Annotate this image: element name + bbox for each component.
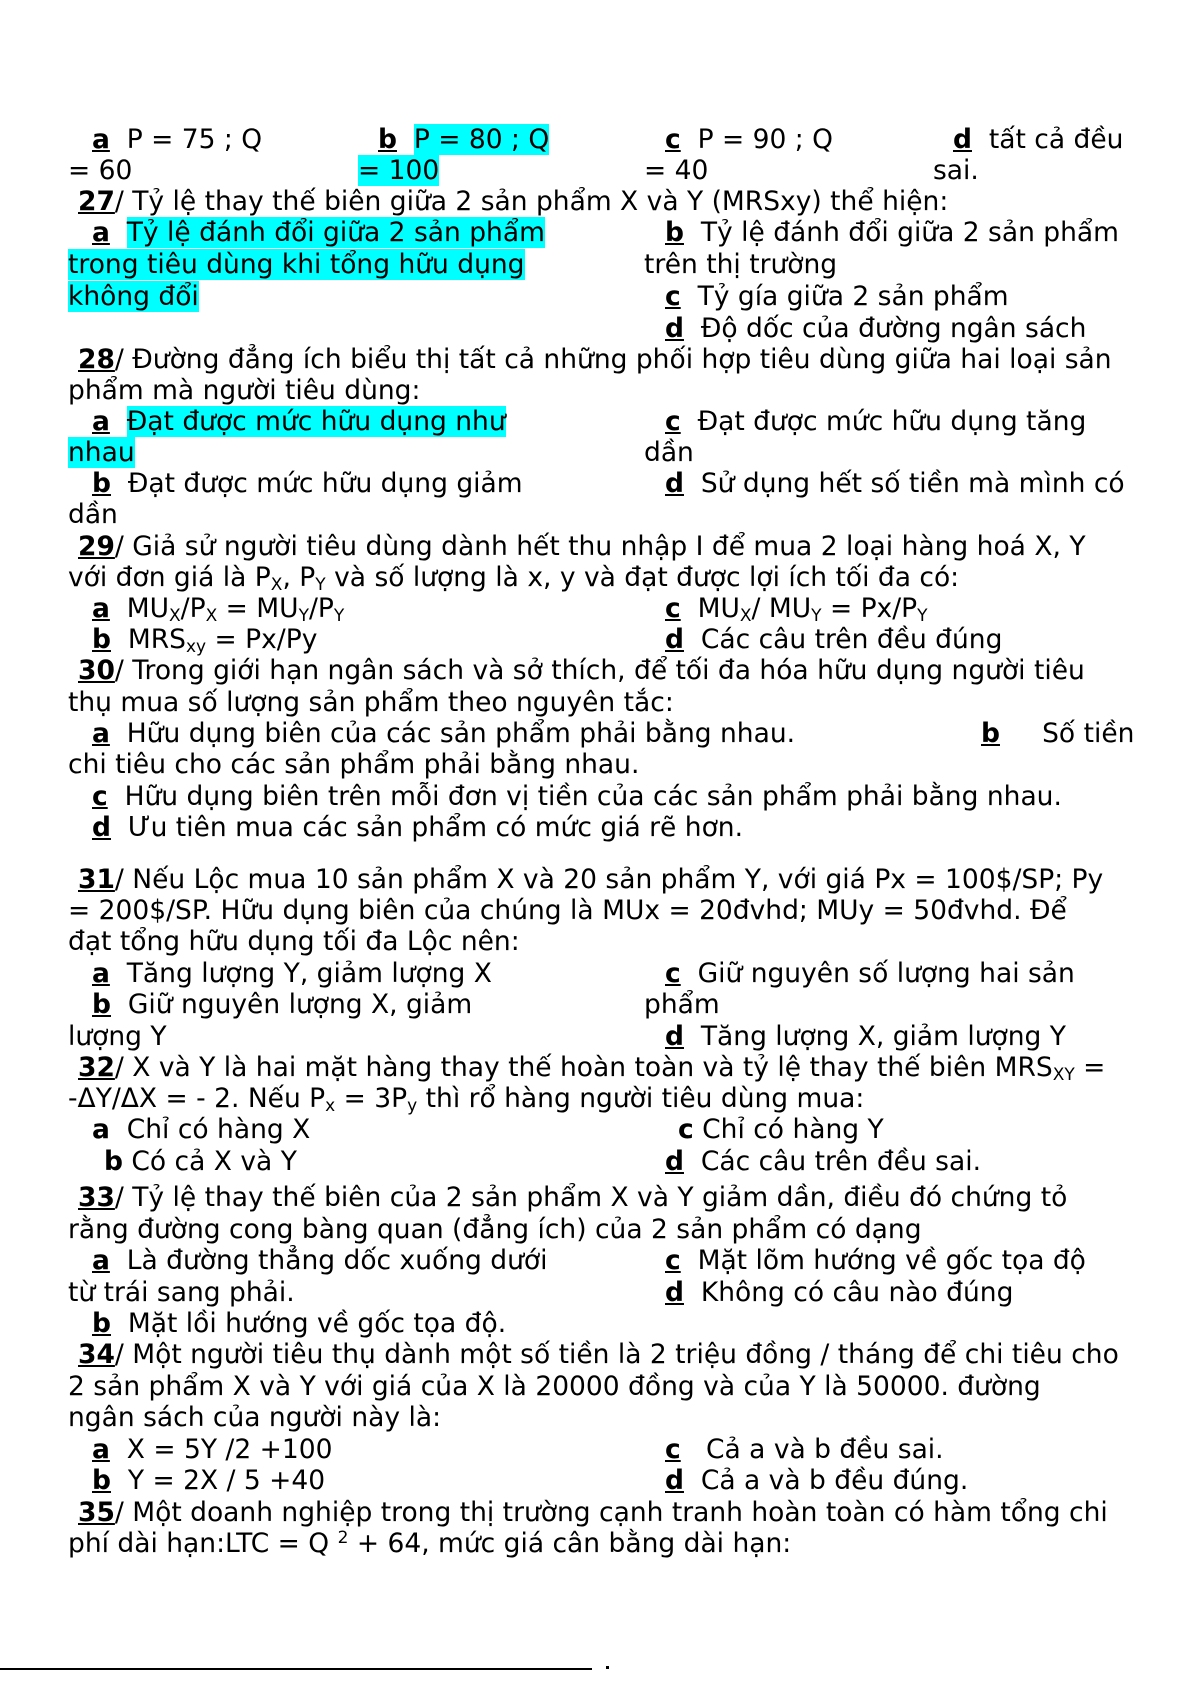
q34-option-c: c Cả a và b đều sai. — [665, 1434, 944, 1465]
option-key: a — [92, 406, 110, 437]
option-key: d — [665, 1277, 684, 1308]
q33-option-a-cont: từ trái sang phải. — [68, 1277, 295, 1308]
q28-option-a — [92, 406, 506, 438]
option-key: b — [92, 1465, 111, 1496]
option-key: d — [665, 1146, 684, 1177]
option-key: d — [953, 124, 972, 155]
q32-option-a: a Chỉ có hàng X — [92, 1114, 311, 1145]
option-key: a — [92, 718, 110, 749]
question-number: 34 — [78, 1339, 115, 1370]
question-29-stem: 29/ Giả sử người tiêu dùng dành hết thu nhập I để mua 2 loại hàng hoá X, Y — [78, 531, 1086, 562]
question-number: 30 — [78, 655, 115, 686]
question-31-stem: 31/ Nếu Lộc mua 10 sản phẩm X và 20 sản phẩm Y, với giá Px = 100$/SP; Py — [78, 864, 1104, 895]
question-28-stem-cont: phẩm mà người tiêu dùng: — [68, 375, 421, 406]
q26-option-b — [378, 124, 549, 156]
q31-option-c-cont: phẩm — [644, 989, 720, 1020]
q27-option-c: c Tỷ gía giữa 2 sản phẩm — [665, 281, 1009, 312]
question-35-stem: 35/ Một doanh nghiệp trong thị trường cạnh tranh hoàn toàn có hàm tổng chi — [78, 1497, 1108, 1528]
option-text: tất cả đều — [988, 124, 1124, 155]
q28-option-b-cont: dần — [68, 499, 118, 530]
q31-option-d: d Tăng lượng X, giảm lượng Y — [665, 1021, 1066, 1052]
q30-option-b: b Số tiền — [981, 718, 1135, 749]
option-text: P = 90 ; Q — [697, 124, 833, 155]
q29-option-b: b $MRS_{xy} = Px/Py$ — [92, 624, 318, 657]
option-text: P = 75 ; Q — [126, 124, 263, 155]
option-key: b — [665, 217, 684, 248]
option-key: c — [665, 958, 681, 989]
option-key: b — [92, 989, 111, 1020]
q28-option-a-cont: nhau — [68, 437, 135, 468]
option-key: c — [665, 1245, 681, 1276]
option-key: b — [92, 468, 111, 499]
q26-option-c-cont: = 40 — [644, 155, 709, 186]
option-key: b — [981, 718, 1000, 749]
q28-option-c-cont: dần — [644, 437, 694, 468]
option-key: c — [665, 406, 681, 437]
q27-option-a-cont: trong tiêu dùng khi tổng hữu dụng — [68, 249, 525, 280]
option-key: a — [92, 958, 110, 989]
q27-option-a-cont2: không đổi — [68, 281, 199, 312]
q31-option-c: c Giữ nguyên số lượng hai sản — [665, 958, 1075, 989]
option-key: a — [92, 1245, 110, 1276]
q32-option-b: b Có cả X và Y — [104, 1146, 297, 1177]
q30-option-d: d Ưu tiên mua các sản phẩm có mức giá rẽ hơn. — [92, 812, 744, 843]
question-28-stem: 28/ Đường đẳng ích biểu thị tất cả những phối hợp tiêu dùng giữa hai loại sản — [78, 344, 1112, 375]
option-text-highlighted: = 100 — [358, 155, 440, 186]
option-key: d — [92, 812, 111, 843]
q29-option-d: d Các câu trên đều đúng — [665, 624, 1003, 655]
q26-option-a — [92, 124, 262, 156]
option-key: c — [678, 1114, 694, 1145]
question-27-stem: 27/ Tỷ lệ thay thế biên giữa 2 sản phẩm X và Y (MRSxy) thể hiện: — [78, 186, 949, 217]
footer-rule — [0, 1668, 592, 1670]
option-key: b — [378, 124, 397, 155]
option-key: a — [92, 1114, 110, 1145]
q34-option-a: a X = 5Y /2 +100 — [92, 1434, 333, 1465]
question-29-stem-cont: với đơn giá là $P_X$, $P_Y$ và số lượng là x, y và đạt được lợi ích tối đa có: — [68, 562, 960, 595]
q32-option-c: c Chỉ có hàng Y — [678, 1114, 884, 1145]
question-number: 33 — [78, 1182, 115, 1213]
question-30-stem: 30/ Trong giới hạn ngân sách và sở thích, để tối đa hóa hữu dụng người tiêu — [78, 655, 1085, 686]
option-key: a — [92, 1434, 110, 1465]
q27-option-b: b Tỷ lệ đánh đổi giữa 2 sản phẩm — [665, 217, 1119, 248]
q29-option-a: a $MU_X/P_X = MU_Y/P_Y$ — [92, 593, 345, 626]
question-number: 32 — [78, 1052, 115, 1083]
option-key: d — [665, 1465, 684, 1496]
q34-option-b: b Y = 2X / 5 +40 — [92, 1465, 326, 1496]
q33-option-c: c Mặt lõm hướng về gốc tọa độ — [665, 1245, 1086, 1276]
question-31-stem-cont2: đạt tổng hữu dụng tối đa Lộc nên: — [68, 926, 520, 957]
option-key: d — [665, 468, 684, 499]
question-34-stem-cont2: ngân sách của người này là: — [68, 1402, 442, 1433]
option-key: a — [92, 217, 110, 248]
option-key: b — [92, 1308, 111, 1339]
q27-option-a — [92, 217, 545, 249]
question-number: 28 — [78, 344, 115, 375]
question-number: 31 — [78, 864, 115, 895]
option-key: c — [665, 124, 681, 155]
question-32-stem: 32/ X và Y là hai mặt hàng thay thế hoàn toàn và tỷ lệ thay thế biên $MRS_{XY}$ = — [78, 1052, 1106, 1085]
option-text-highlighted: Tỷ lệ đánh đổi giữa 2 sản phẩm — [126, 217, 545, 248]
q33-option-a: a Là đường thẳng dốc xuống dưới — [92, 1245, 548, 1276]
option-key: d — [665, 1021, 684, 1052]
option-key: d — [665, 624, 684, 655]
question-number: 35 — [78, 1497, 115, 1528]
option-key: c — [665, 1434, 681, 1465]
question-32-stem-cont: -ΔY/ΔX = - 2. Nếu $P_x = 3P_y$ thì rổ hàng người tiêu dùng mua: — [68, 1083, 865, 1116]
question-35-stem-cont: phí dài hạn:LTC = Q $^2$ + 64, mức giá cân bằng dài hạn: — [68, 1528, 792, 1559]
footer-mark — [606, 1666, 609, 1669]
option-key: a — [92, 124, 110, 155]
question-30-stem-cont: thụ mua số lượng sản phẩm theo nguyên tắc: — [68, 687, 674, 718]
q29-option-c: c $MU_X/$ $MU_Y = Px/P_Y$ — [665, 593, 928, 626]
q33-option-d: d Không có câu nào đúng — [665, 1277, 1014, 1308]
option-key: a — [92, 593, 110, 624]
q27-option-b-cont: trên thị trường — [644, 249, 838, 280]
q31-option-a: a Tăng lượng Y, giảm lượng X — [92, 958, 492, 989]
q26-option-d-cont: sai. — [933, 155, 979, 186]
question-34-stem-cont: 2 sản phẩm X và Y với giá của X là 20000 đồng và của Y là 50000. đường — [68, 1371, 1041, 1402]
question-number: 29 — [78, 531, 115, 562]
q34-option-d: d Cả a và b đều đúng. — [665, 1465, 969, 1496]
q27-option-d: d Độ dốc của đường ngân sách — [665, 313, 1087, 344]
q31-option-b-cont: lượng Y — [68, 1021, 167, 1052]
option-text-highlighted: Đạt được mức hữu dụng như — [126, 406, 506, 437]
question-34-stem: 34/ Một người tiêu thụ dành một số tiền là 2 triệu đồng / tháng để chi tiêu cho — [78, 1339, 1119, 1370]
option-key: b — [104, 1146, 123, 1177]
question-33-stem-cont: rằng đường cong bàng quan (đẳng ích) của 2 sản phẩm có dạng — [68, 1214, 922, 1245]
q28-option-b: b Đạt được mức hữu dụng giảm — [92, 468, 523, 499]
q30-option-b-cont: chi tiêu cho các sản phẩm phải bằng nhau. — [68, 749, 640, 780]
option-key: c — [665, 593, 681, 624]
q26-option-c — [665, 124, 833, 156]
question-number: 27 — [78, 186, 115, 217]
q26-option-b-cont — [358, 155, 439, 187]
q32-option-d: d Các câu trên đều sai. — [665, 1146, 982, 1177]
question-31-stem-cont: = 200$/SP. Hữu dụng biên của chúng là MUx = 20đvhd; MUy = 50đvhd. Để — [68, 895, 1067, 926]
option-key: d — [665, 313, 684, 344]
q30-option-c: c Hữu dụng biên trên mỗi đơn vị tiền của các sản phẩm phải bằng nhau. — [92, 781, 1062, 812]
q28-option-c: c Đạt được mức hữu dụng tăng — [665, 406, 1087, 437]
option-key: c — [665, 281, 681, 312]
question-33-stem: 33/ Tỷ lệ thay thế biên của 2 sản phẩm X và Y giảm dần, điều đó chứng tỏ — [78, 1182, 1068, 1213]
q28-option-d: d Sử dụng hết số tiền mà mình có — [665, 468, 1125, 499]
option-key: b — [92, 624, 111, 655]
option-text-highlighted: P = 80 ; Q — [413, 124, 550, 155]
q26-option-d — [953, 124, 1123, 156]
q33-option-b: b Mặt lồi hướng về gốc tọa độ. — [92, 1308, 507, 1339]
option-key: c — [92, 781, 108, 812]
q30-option-a: a Hữu dụng biên của các sản phẩm phải bằng nhau. — [92, 718, 796, 749]
q26-option-a-cont: = 60 — [68, 155, 133, 186]
q31-option-b: b Giữ nguyên lượng X, giảm — [92, 989, 473, 1020]
